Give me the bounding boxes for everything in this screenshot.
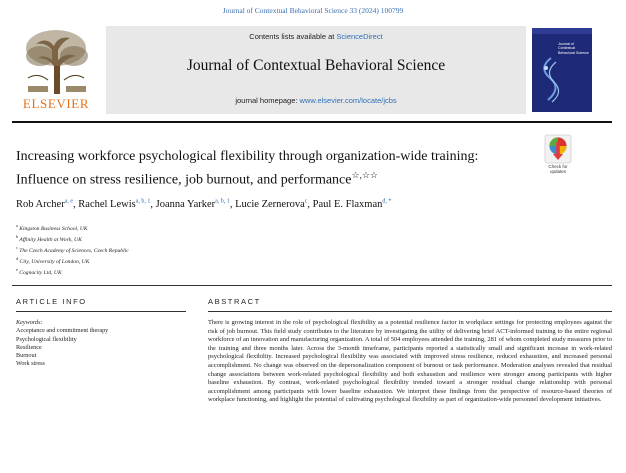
journal-reference[interactable]: Journal of Contextual Behavioral Science 33 (2024) 100799 — [222, 6, 404, 15]
author-list — [16, 198, 616, 210]
author-affiliation-marks[interactable]: a, b, 1 — [215, 198, 230, 204]
check-for-updates-button[interactable] — [540, 134, 576, 180]
cover-swirl-icon — [536, 54, 566, 104]
journal-cover-image[interactable] — [532, 28, 592, 112]
section-divider — [12, 285, 612, 286]
contents-line — [106, 32, 526, 41]
affiliation: $^d$ City, University of London, UK — [16, 256, 90, 266]
affiliation: $^a$ Kingston Business School, UK — [16, 223, 88, 232]
affiliation: $^b$ Affinity Health at Work, UK — [16, 234, 82, 243]
sciencedirect-link[interactable]: ScienceDirect — [336, 32, 383, 41]
homepage-line — [106, 96, 526, 105]
keyword-item[interactable]: Burnout — [16, 352, 37, 360]
abstract-text: There is growing interest in the role of psychological flexibility as a potential resilience factor in workplace settings for protecting employees against the risk of job burnout. This field study contributes to the literature by investigating the utility of delivering brief ACT-informed training to the entire regional workforce of an innovation and manufacturing organization. A total of 504 employees attended the training, 281 of whom completed study measures prior to the training and three months later. Across the 3-month timeframe, participants reported a statistically small and significant increase in work-related psychological flexibility. Increased psychological flexibility was associated with improved stress resilience, reduced exhaustion, and increased personal accomplishment. No change was observed on the depersonalization component of burnout or task performance. Moderation analyses revealed that residual change associations between work-related psychological flexibility and both exhaustion and resilience were stronger among participants with higher baseline exhaustion. By contrast, work-related psychological flexibility trended toward a stronger residual change relationship with personal accomplishment among participants with lower baseline exhaustion. We interpret these findings from the perspective of resource-based theories of workplace functioning, and highlight the potential of cultivating psychological flexibility as part of organization-wide personnel development initiatives. — [208, 319, 612, 404]
abstract-heading: ABSTRACT — [208, 297, 261, 306]
abstract-rule — [208, 311, 612, 312]
header-divider — [12, 121, 612, 123]
author[interactable]: Rob Archer$^{a, e}$, — [16, 198, 76, 210]
article-title — [16, 148, 526, 190]
journal-homepage-link[interactable]: www.elsevier.com/locate/jcbs — [299, 96, 397, 105]
crossmark-icon — [540, 134, 576, 164]
author-affiliation-marks[interactable]: a, b, 1 — [135, 198, 151, 204]
author[interactable]: Lucie Zernerova$^c$, — [235, 198, 311, 210]
article-info-heading: ARTICLE INFO — [16, 297, 87, 306]
article-info-rule — [16, 311, 186, 312]
elsevier-wordmark: ELSEVIER — [22, 96, 90, 111]
elsevier-tree-icon — [18, 28, 94, 94]
author[interactable]: Rachel Lewis$^{a, b, 1}$, — [78, 198, 154, 210]
journal-banner — [106, 26, 526, 114]
author-affiliation-marks[interactable]: d, * — [382, 198, 392, 204]
keyword-item[interactable]: Psychological flexibility — [16, 335, 77, 343]
homepage-prefix: journal homepage: — [235, 96, 300, 105]
affiliation: $^c$ The Czech Academy of Sciences, Czech Republic — [16, 245, 129, 254]
crossmark-label: Check for updates — [548, 164, 568, 174]
author[interactable]: Paul E. Flaxman$^{d, *}$ — [312, 198, 392, 210]
elsevier-logo[interactable] — [12, 26, 100, 114]
keywords-label: Keywords: — [16, 319, 43, 326]
cover-title: Journal of Contextual Behavioral Science — [558, 42, 589, 55]
affiliation: $^e$ Cognacity Ltd, UK — [16, 267, 62, 277]
affiliation-list — [16, 222, 376, 277]
keyword-item[interactable]: Acceptance and commitment therapy — [16, 327, 109, 335]
author-affiliation-marks[interactable]: c — [304, 198, 308, 204]
keyword-item[interactable]: Resilience — [16, 343, 42, 351]
journal-title: Journal of Contextual Behavioral Science — [186, 57, 446, 74]
title-footnote-marks[interactable]: ☆,☆☆ — [351, 170, 378, 180]
article-title-text: Increasing workforce psychological flexibility through organization-wide training: Influence on stress resilience, job burnout, and performance — [16, 149, 479, 188]
author[interactable]: Joanna Yarker$^{a, b, 1}$, — [155, 198, 233, 210]
contents-prefix: Contents lists available at — [249, 32, 337, 41]
cover-band — [532, 28, 592, 34]
keywords-list — [16, 319, 186, 369]
author-affiliation-marks[interactable]: a, e — [64, 198, 74, 204]
journal-header — [12, 26, 612, 114]
keyword-item[interactable]: Work stress — [16, 360, 45, 368]
